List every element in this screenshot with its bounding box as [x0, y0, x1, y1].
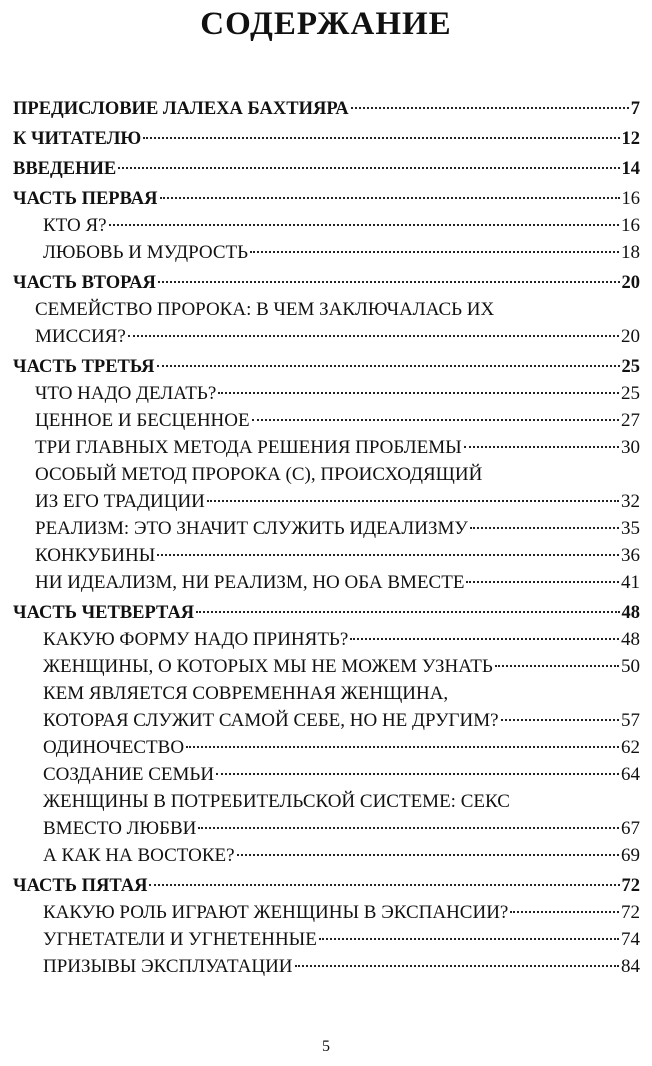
toc-chapter-entry[interactable] [13, 517, 640, 544]
toc-chapter-entry[interactable] [13, 409, 640, 436]
toc-entry-page: 27 [621, 410, 640, 431]
dot-leader [143, 137, 619, 139]
dot-leader [252, 419, 619, 421]
toc-entry-title: КОНКУБИНЫ [35, 545, 156, 566]
toc-entry-page: 48 [621, 629, 640, 650]
toc-part-entry[interactable] [13, 127, 640, 154]
toc-entry-title: ЧАСТЬ ПЯТАЯ [13, 876, 148, 896]
toc-chapter-entry[interactable] [13, 736, 640, 763]
toc-chapter-entry[interactable] [13, 682, 640, 709]
toc-entry-page: 72 [621, 876, 640, 896]
toc-part-entry[interactable] [13, 187, 640, 214]
toc-entry-title: ПРЕДИСЛОВИЕ ЛАЛЕХА БАХТИЯРА [13, 99, 349, 119]
toc-entry-page: 25 [621, 357, 640, 377]
toc-entry-title: К ЧИТАТЕЛЮ [13, 129, 142, 149]
toc-part-entry[interactable] [13, 355, 640, 382]
toc-chapter-entry[interactable] [13, 790, 640, 817]
toc-chapter-entry-continued[interactable] [13, 490, 640, 517]
toc-entry-title: КАКУЮ РОЛЬ ИГРАЮТ ЖЕНЩИНЫ В ЭКСПАНСИИ? [43, 902, 509, 923]
dot-leader [319, 938, 619, 940]
dot-leader [466, 581, 619, 583]
toc-entry-page: 16 [621, 189, 640, 209]
dot-leader [160, 197, 620, 199]
toc-chapter-entry[interactable] [13, 763, 640, 790]
dot-leader [128, 335, 619, 337]
toc-entry-title: ВВЕДЕНИЕ [13, 159, 117, 179]
toc-entry-title: КОТОРАЯ СЛУЖИТ САМОЙ СЕБЕ, НО НЕ ДРУГИМ? [43, 710, 499, 731]
toc-entry-page: 18 [621, 242, 640, 263]
toc-part-entry[interactable] [13, 874, 640, 901]
dot-leader [510, 911, 619, 913]
toc-part-entry[interactable] [13, 97, 640, 124]
toc-entry-page: 64 [621, 764, 640, 785]
dot-leader [158, 281, 620, 283]
dot-leader [295, 965, 619, 967]
toc-chapter-entry[interactable] [13, 382, 640, 409]
toc-entry-title: А КАК НА ВОСТОКЕ? [43, 845, 235, 866]
toc-entry-title: СЕМЕЙСТВО ПРОРОКА: В ЧЕМ ЗАКЛЮЧАЛАСЬ ИХ [35, 299, 495, 320]
toc-part-entry[interactable] [13, 157, 640, 184]
toc-chapter-entry[interactable] [13, 544, 640, 571]
dot-leader [207, 500, 619, 502]
dot-leader [250, 251, 619, 253]
toc-chapter-entry[interactable] [13, 928, 640, 955]
toc-part-entry[interactable] [13, 601, 640, 628]
dot-leader [216, 773, 619, 775]
toc-entry-page: 25 [621, 383, 640, 404]
toc-chapter-entry[interactable] [13, 298, 640, 325]
toc-entry-title: ВМЕСТО ЛЮБВИ [43, 818, 197, 839]
toc-entry-page: 74 [621, 929, 640, 950]
toc-chapter-entry[interactable] [13, 628, 640, 655]
toc-chapter-entry-continued[interactable] [13, 709, 640, 736]
toc-entry-title: ЧАСТЬ ЧЕТВЕРТАЯ [13, 603, 195, 623]
toc-entry-title: КТО Я? [43, 215, 107, 236]
toc-entry-title: ЧАСТЬ ПЕРВАЯ [13, 189, 158, 209]
toc-chapter-entry[interactable] [13, 655, 640, 682]
toc-entry-title: ОДИНОЧЕСТВО [43, 737, 185, 758]
dot-leader [118, 167, 619, 169]
toc-entry-page: 67 [621, 818, 640, 839]
toc-entry-page: 50 [621, 656, 640, 677]
dot-leader [495, 665, 619, 667]
toc-chapter-entry[interactable] [13, 955, 640, 982]
toc-entry-page: 30 [621, 437, 640, 458]
toc-entry-title: МИССИЯ? [35, 326, 126, 347]
toc-entry-title: ЖЕНЩИНЫ В ПОТРЕБИТЕЛЬСКОЙ СИСТЕМЕ: СЕКС [43, 791, 510, 812]
dot-leader [198, 827, 619, 829]
toc-entry-title: ТРИ ГЛАВНЫХ МЕТОДА РЕШЕНИЯ ПРОБЛЕМЫ [35, 437, 462, 458]
toc-chapter-entry[interactable] [13, 463, 640, 490]
toc-entry-page: 32 [621, 491, 640, 512]
dot-leader [464, 446, 619, 448]
toc-entry-page: 16 [621, 215, 640, 236]
dot-leader [351, 107, 629, 109]
toc-entry-page: 7 [630, 99, 640, 119]
toc-part-entry[interactable] [13, 271, 640, 298]
toc-entry-title: ОСОБЫЙ МЕТОД ПРОРОКА (С), ПРОИСХОДЯЩИЙ [35, 464, 483, 485]
page-title: СОДЕРЖАНИЕ [200, 6, 452, 42]
toc-chapter-entry[interactable] [13, 436, 640, 463]
dot-leader [196, 611, 619, 613]
toc-entry-title: КЕМ ЯВЛЯЕТСЯ СОВРЕМЕННАЯ ЖЕНЩИНА, [43, 683, 449, 704]
toc-entry-page: 36 [621, 545, 640, 566]
toc-entry-title: СОЗДАНИЕ СЕМЬИ [43, 764, 215, 785]
toc-entry-title: ЖЕНЩИНЫ, О КОТОРЫХ МЫ НЕ МОЖЕМ УЗНАТЬ [43, 656, 493, 677]
toc-entry-title: ЧАСТЬ ВТОРАЯ [13, 273, 156, 293]
toc-chapter-entry[interactable] [13, 844, 640, 871]
toc-entry-title: ИЗ ЕГО ТРАДИЦИИ [35, 491, 205, 512]
dot-leader [470, 527, 619, 529]
toc-chapter-entry-continued[interactable] [13, 817, 640, 844]
toc-entry-title: УГНЕТАТЕЛИ И УГНЕТЕННЫЕ [43, 929, 317, 950]
toc-chapter-entry[interactable] [13, 571, 640, 598]
toc-entry-page: 72 [621, 902, 640, 923]
toc-entry-title: ЧАСТЬ ТРЕТЬЯ [13, 357, 155, 377]
toc-entry-page: 20 [621, 273, 640, 293]
toc-entry-page: 48 [621, 603, 640, 623]
dot-leader [237, 854, 619, 856]
dot-leader [186, 746, 619, 748]
toc-entry-page: 20 [621, 326, 640, 347]
toc-entry-page: 35 [621, 518, 640, 539]
toc-entry-page: 41 [621, 572, 640, 593]
toc-entry-title: ЧТО НАДО ДЕЛАТЬ? [35, 383, 217, 404]
toc-entry-title: РЕАЛИЗМ: ЭТО ЗНАЧИТ СЛУЖИТЬ ИДЕАЛИЗМУ [35, 518, 468, 539]
toc-entry-title: ЛЮБОВЬ И МУДРОСТЬ [43, 242, 249, 263]
toc-entry-page: 69 [621, 845, 640, 866]
toc-entry-title: ЦЕННОЕ И БЕСЦЕННОЕ [35, 410, 250, 431]
toc-chapter-entry[interactable] [13, 214, 640, 241]
toc-chapter-entry-continued[interactable] [13, 325, 640, 352]
toc-entry-page: 62 [621, 737, 640, 758]
dot-leader [501, 719, 619, 721]
toc-chapter-entry[interactable] [13, 901, 640, 928]
toc-entry-title: КАКУЮ ФОРМУ НАДО ПРИНЯТЬ? [43, 629, 349, 650]
dot-leader [149, 884, 619, 886]
dot-leader [109, 224, 619, 226]
dot-leader [157, 554, 619, 556]
table-of-contents [13, 97, 640, 982]
toc-entry-page: 12 [621, 129, 640, 149]
toc-entry-page: 14 [621, 159, 640, 179]
dot-leader [157, 365, 620, 367]
toc-chapter-entry[interactable] [13, 241, 640, 268]
page-number: 5 [322, 1038, 330, 1055]
toc-entry-page: 84 [621, 956, 640, 977]
toc-entry-title: ПРИЗЫВЫ ЭКСПЛУАТАЦИИ [43, 956, 293, 977]
toc-entry-page: 57 [621, 710, 640, 731]
toc-entry-title: НИ ИДЕАЛИЗМ, НИ РЕАЛИЗМ, НО ОБА ВМЕСТЕ [35, 572, 465, 593]
dot-leader [350, 638, 619, 640]
dot-leader [218, 392, 619, 394]
